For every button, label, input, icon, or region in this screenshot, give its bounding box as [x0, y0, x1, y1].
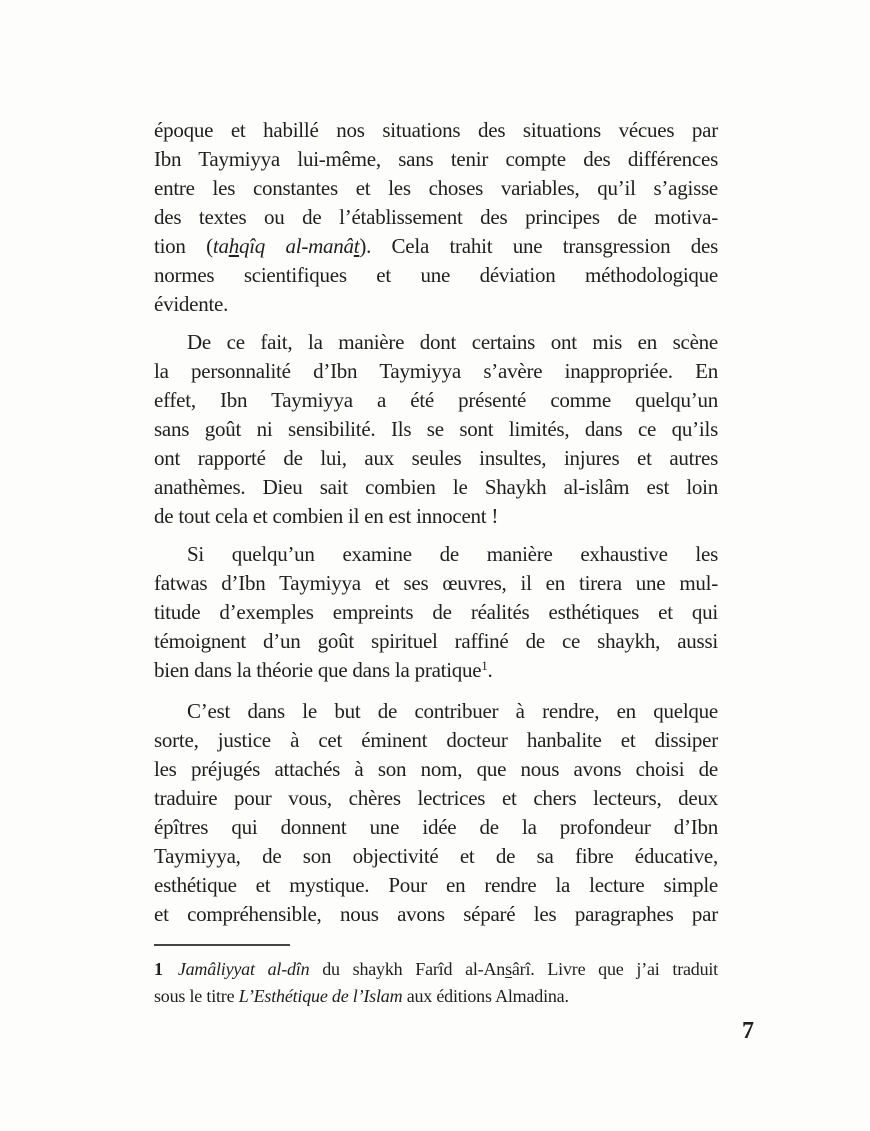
text-segment: anathèmes. Dieu sait combien le Shaykh al-islâm est loin — [154, 475, 718, 499]
text-line — [154, 328, 718, 357]
text-segment: . — [487, 658, 493, 682]
text-line — [154, 784, 718, 813]
footnote — [154, 944, 718, 1010]
footnote-rule — [154, 944, 290, 946]
text-line — [154, 983, 718, 1010]
text-segment: ârî. Livre que j’ai traduit — [511, 959, 718, 979]
text-line — [154, 386, 718, 415]
text-line — [154, 627, 718, 656]
page-number: 7 — [742, 1018, 754, 1044]
text-segment: esthétique et mystique. Pour en rendre la lecture simple — [154, 873, 718, 897]
text-line — [154, 842, 718, 871]
text-line — [154, 502, 718, 531]
footnote-lines — [154, 956, 718, 1010]
text-segment: Ibn Taymiyya lui-même, sans tenir compte des différences — [154, 147, 718, 171]
text-segment: et compréhensible, nous avons séparé les paragraphes par — [154, 902, 718, 926]
text-line — [154, 726, 718, 755]
text-line — [154, 813, 718, 842]
text-line — [154, 203, 718, 232]
text-segment: C’est dans le but de contribuer à rendre, en quelque — [187, 699, 718, 723]
text-line — [154, 697, 718, 726]
text-segment: L’Esthétique de l’Islam — [238, 986, 403, 1006]
text-segment: traduire pour vous, chères lectrices et chers lecteurs, deux — [154, 786, 718, 810]
text-segment: témoignent d’un goût spirituel raffiné de ce shaykh, aussi — [154, 629, 718, 653]
text-segment: époque et habillé nos situations des situations vécues par — [154, 118, 718, 142]
text-segment: sous le titre — [154, 986, 239, 1006]
text-segment: sorte, justice à cet éminent docteur hanbalite et dissiper — [154, 728, 718, 752]
text-segment: aux éditions Almadina. — [402, 986, 569, 1006]
text-line — [154, 540, 718, 569]
text-line — [154, 656, 718, 688]
text-segment: normes scientifiques et une déviation méthodologique — [154, 263, 718, 287]
paragraph — [154, 116, 718, 319]
text-line — [154, 232, 718, 261]
text-segment: ). Cela trahit une transgression des — [359, 234, 718, 258]
text-segment: tion ( — [154, 234, 213, 258]
text-line — [154, 900, 718, 929]
text-segment: t — [353, 234, 360, 258]
text-segment: sans goût ni sensibilité. Ils se sont limités, dans ce qu’ils — [154, 417, 718, 441]
text-segment: les préjugés attachés à son nom, que nous avons choisi de — [154, 757, 718, 781]
text-segment: h — [228, 234, 239, 258]
text-line — [154, 357, 718, 386]
text-segment: épîtres qui donnent une idée de la profondeur d’Ibn — [154, 815, 718, 839]
text-segment: fatwas d’Ibn Taymiyya et ses œuvres, il en tirera une mul- — [154, 571, 718, 595]
text-line — [154, 261, 718, 290]
text-segment: la personnalité d’Ibn Taymiyya s’avère inappropriée. En — [154, 359, 718, 383]
text-line — [154, 569, 718, 598]
text-segment: titude d’exemples empreints de réalités esthétiques et qui — [154, 600, 718, 624]
text-line — [154, 444, 718, 473]
text-segment: du shaykh Farîd al-An — [309, 959, 506, 979]
paragraph — [154, 328, 718, 531]
text-segment: des textes ou de l’établissement des principes de motiva- — [154, 205, 718, 229]
text-line — [154, 174, 718, 203]
text-segment: s — [505, 959, 512, 979]
text-line — [154, 145, 718, 174]
paragraph — [154, 697, 718, 929]
text-segment: effet, Ibn Taymiyya a été présenté comme quelqu’un — [154, 388, 718, 412]
text-line — [154, 956, 718, 983]
text-segment: 1 — [154, 959, 163, 979]
text-segment: qîq al-manâ — [238, 234, 354, 258]
text-segment: bien dans la théorie que dans la pratique — [154, 658, 482, 682]
text-segment: de tout cela et combien il en est innocent ! — [154, 504, 499, 528]
text-segment: Jamâliyyat al-dîn — [177, 959, 310, 979]
text-line — [154, 290, 718, 319]
text-line — [154, 755, 718, 784]
text-line — [154, 415, 718, 444]
text-segment: Si quelqu’un examine de manière exhaustive les — [187, 542, 718, 566]
text-segment: ta — [212, 234, 229, 258]
text-line — [154, 871, 718, 900]
text-segment: entre les constantes et les choses variables, qu’il s’agisse — [154, 176, 718, 200]
text-line — [154, 473, 718, 502]
text-line — [154, 598, 718, 627]
text-segment: De ce fait, la manière dont certains ont mis en scène — [187, 330, 718, 354]
footnote-reference: 1 — [481, 659, 488, 674]
text-line — [154, 116, 718, 145]
text-block — [154, 116, 718, 929]
paragraph — [154, 540, 718, 688]
text-segment: ont rapporté de lui, aux seules insultes, injures et autres — [154, 446, 718, 470]
text-segment: évidente. — [154, 292, 229, 316]
text-segment: Taymiyya, de son objectivité et de sa fibre éducative, — [154, 844, 718, 868]
